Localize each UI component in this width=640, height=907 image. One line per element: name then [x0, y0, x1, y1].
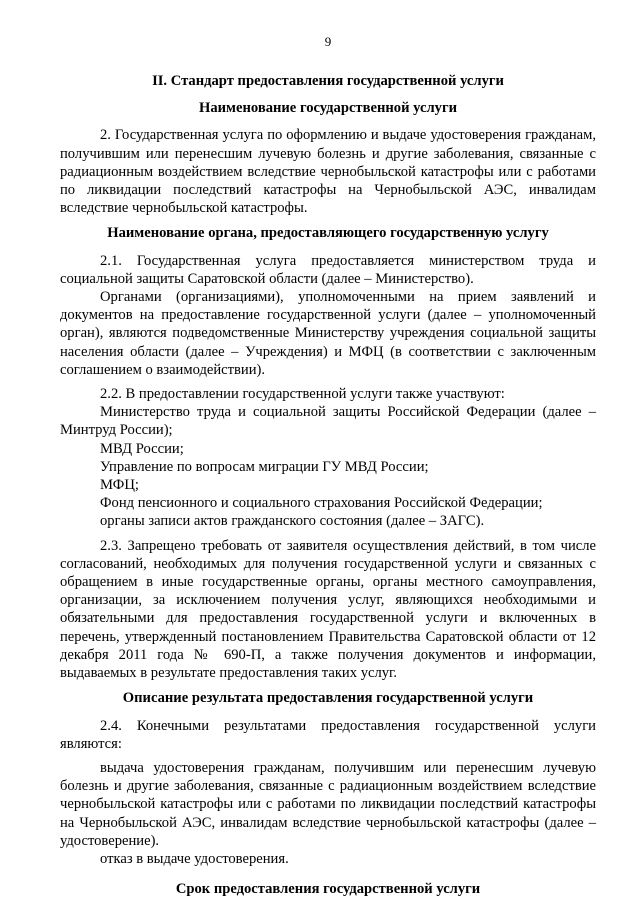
heading-term: Срок предоставления государственной услуги	[175, 881, 481, 898]
participant-item: МВД России;	[100, 440, 184, 457]
participant-item: Министерство труда и социальной защиты Российской Федерации (далее – Минтруд России);	[60, 404, 596, 439]
document-page	[60, 34, 596, 907]
section-title: II. Стандарт предоставления государственной услуги	[152, 73, 504, 89]
result-item: выдача удостоверения гражданам, получившим или перенесшим лучевую болезнь и другие заболевания, связанные с радиационным воздействием вследствие чернобыльской катастрофы или с работами по ликвидации последствий катастрофы на Чернобыльской АЭС, инвалидам вследствие чернобыльской катастрофы (далее – удостоверение).	[60, 759, 596, 849]
heading-service-name: Наименование государственной услуги	[199, 100, 457, 117]
page-number: 9	[324, 34, 332, 49]
participant-item: Управление по вопросам миграции ГУ МВД России;	[100, 458, 429, 475]
heading-result: Описание результата предоставления государственной услуги	[122, 690, 534, 707]
paragraph-2-1-authorized-bodies: Органами (организациями), уполномоченными на прием заявлений и документов на предоставление государственной услуги (далее – уполномоченный орган), являются подведомственные Министерству учреждения социальной защиты населения области (далее – Учреждения) и МФЦ (в соответствии с заключенным соглашением о взаимодействии).	[60, 289, 596, 378]
participant-item: Фонд пенсионного и социального страхования Российской Федерации;	[100, 495, 543, 512]
heading-authority: Наименование органа, предоставляющего государственную услугу	[107, 225, 549, 242]
participant-item: органы записи актов гражданского состояния (далее – ЗАГС).	[100, 513, 485, 530]
paragraph-2-4: 2.4. Конечными результатами предоставления государственной услуги являются:	[60, 717, 596, 752]
paragraph-2-1: 2.1. Государственная услуга предоставляется министерством труда и социальной защиты Саратовской области (далее – Министерство).	[60, 252, 596, 287]
paragraph-2-2: 2.2. В предоставлении государственной услуги также участвуют:	[100, 386, 505, 403]
participant-item: МФЦ;	[100, 477, 139, 494]
result-item: отказ в выдаче удостоверения.	[100, 850, 289, 867]
paragraph-2: 2. Государственная услуга по оформлению и выдаче удостоверения гражданам, получившим или перенесшим лучевую болезнь и другие заболевания, связанные с радиационным воздействием вследствие чернобыльской катастрофы или с работами по ликвидации последствий катастрофы на Чернобыльской АЭС, инвалидам вследствие чернобыльской катастрофы.	[60, 127, 596, 217]
paragraph-2-3: 2.3. Запрещено требовать от заявителя осуществления действий, в том числе согласований, необходимых для получения государственной услуги и связанных с обращением в иные государственные органы, органы местного самоуправления, организации, за исключением получения услуг, являющихся необходимыми и обязательными для предоставления государственной услуги и включенных в перечень, утвержденный постановлением Правительства Саратовской области от 12 декабря 2011 года № 690-П, а также получения документов и информации, выдаваемых в результате предоставления таких услуг.	[60, 537, 596, 682]
